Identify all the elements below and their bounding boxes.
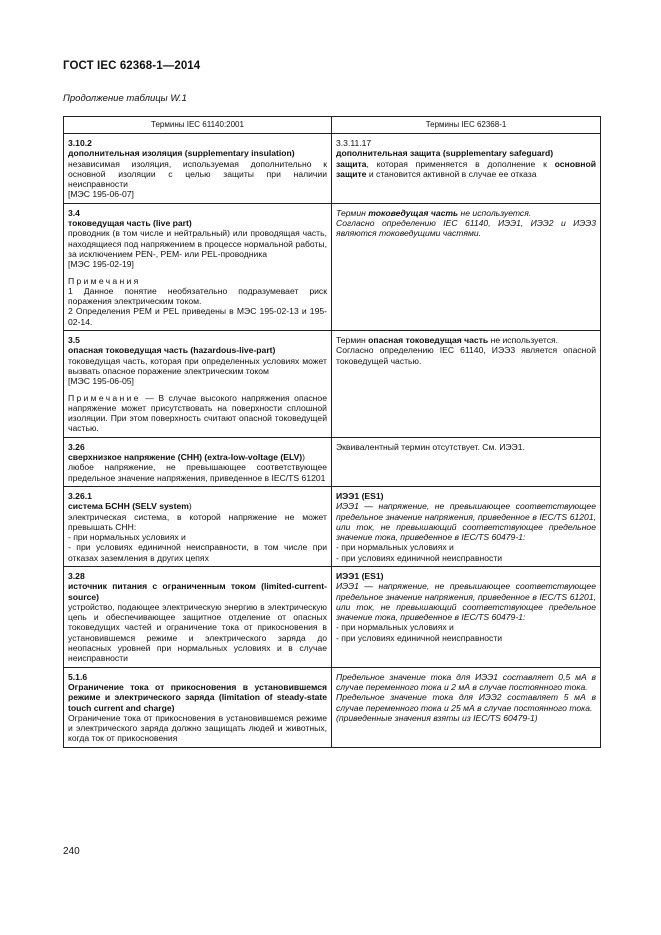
term-emphasis: основной защите [336,158,596,179]
term-definition: Предельное значение тока для ИЭЭ2 составляет 5 мА в случае переменного тока и 25 мА в случае постоянного тока. [336,692,596,713]
right-cell [332,486,601,566]
left-cell [64,566,332,667]
term-title: токоведущая часть (live part) [68,218,192,229]
term-source: (приведенные значения взяты из IEC/TS 60479-1) [336,712,538,723]
right-cell [332,667,601,747]
term-emphasis: опасная токоведущая часть [368,335,489,346]
left-cell [64,203,332,330]
right-cell [332,437,601,486]
term-text: , которая применяется в дополнение к [366,158,555,169]
list-item: - при нормальных условиях и [68,532,186,543]
term-definition [336,159,596,180]
term-definition: устройство, подающее электрическую энергию в электрическую цепь и обеспечивающее защитное отделение от опасных токоведущих частей и ограничение тока от прикосновения в установившемся режиме и электрического заряда до неопасных уровней при нормальных условиях и в случае неисправности [68,601,327,664]
term-definition: независимая изоляция, используемая дополнительно к основной изоляции с целью защиты при наличии неисправности [68,158,327,190]
list-item: - при условиях единичной неисправности [336,632,503,643]
note [68,393,327,434]
column-header-iec61140: Термины IEC 61140:2001 [64,117,332,134]
term-emphasis: сверхнизкое напряжение (СНН) (extra-low-voltage (ELV) [68,452,303,463]
term-definition: Предельное значение тока для ИЭЭ1 составляет 0,5 мА в случае переменного тока и 2 мА в случае постоянного тока. [336,671,596,692]
clause-number: 3.5 [68,335,80,346]
note-text: 2 Определения PEM и PEL приведены в МЭС 195-02-13 и 195-02-14. [68,306,327,327]
term-text: Термин [336,335,369,346]
list-item: - при нормальных условиях и [336,622,454,633]
note-text: — В случае высокого напряжения опасное напряжение может присутствовать на поверхности сплошной изоляции. При этом поверхность считают опасной токоведущей частью. [68,392,327,434]
left-cell [64,437,332,486]
note-heading: Примечания [68,275,141,286]
clause-number: 3.28 [68,570,85,581]
table-header-row [64,117,601,134]
right-cell [332,203,601,330]
clause-number: 3.26 [68,441,85,452]
term-definition: проводник (в том числе и нейтральный) или проводящая часть, находящиеся под напряжением в процессе нормальной работы, за исключением PEN-, PEM- или PEL-проводника [68,228,327,259]
right-cell [332,566,601,667]
term-status [336,208,596,218]
term-title: дополнительная изоляция (supplementary insulation) [68,148,295,159]
term-emphasis: защита [336,158,367,169]
term-title: опасная токоведущая часть (hazardous-live-part) [68,345,276,356]
term-definition: Согласно определению IEC 61140, ИЭЭ1, ИЭЭ2 и ИЭЭ3 являются токоведущими частями. [336,218,596,239]
table-row [64,203,601,330]
note-text: 1 Данное понятие необязательно подразумевает риск поражения электрическим током. [68,285,327,307]
term-text: и становится активной в случае ее отказа [366,168,537,179]
term-title: Ограничение тока от прикосновения в установившемся режиме и электрического заряда (limitation of steady-state touch current and charge) [68,681,327,713]
left-cell [64,667,332,747]
term-definition: Ограничение тока от прикосновения в установившемся режиме и электрического заряда должно защищать людей и животных, когда ток от прикосновения [68,712,327,744]
clause-number: 3.4 [68,207,80,218]
term-reference: [МЭС 195-06-05] [68,376,134,387]
list-item: - при условиях единичной неисправности, в том числе при отказах заземления в других цепях [68,542,327,563]
term-definition: токоведущая часть, которая при определенных условиях может вызвать опасное поражение электрическим током [68,355,327,376]
left-cell [64,486,332,566]
term-title: ИЭЭ1 (ES1) [336,570,384,581]
term-title: ИЭЭ1 (ES1) [336,490,384,501]
clause-number: 5.1.6 [68,671,88,682]
term-text: не используется. [488,335,559,346]
clause-number: 3.3.11.17 [336,138,372,148]
term-definition: любое напряжение, не превышающее соответствующее предельное значение напряжения, приведенное в IEC/TS 61201 [68,462,327,483]
clause-number: 3.26.1 [68,490,92,501]
list-item: - при условиях единичной неисправности [336,552,503,563]
page-number: 240 [63,846,80,857]
clause-number: 3.10.2 [68,138,92,148]
term-text: ) [188,501,192,512]
term-title: дополнительная защита (supplementary safeguard) [336,148,554,159]
table-row [64,486,601,566]
left-cell [64,134,332,204]
term-text: не используется. [458,207,532,218]
table-row [64,331,601,438]
right-cell [332,331,601,438]
right-cell [332,134,601,204]
left-cell [64,331,332,438]
term-definition: ИЭЭ1 — напряжение, не превышающее соответствующее предельное значение напряжения, приведенное в IEC/TS 61201, или ток, не превышающий соответствующее предельное значение тока, приведенное в IEC/TS 60479-1: [336,501,596,543]
note-heading: Примечание [68,392,141,403]
term-status: Эквивалентный термин отсутствует. См. ИЭЭ1. [336,441,525,452]
table-row [64,437,601,486]
term-text: ) [302,452,306,463]
term-reference: [МЭС 195-02-19] [68,259,134,270]
table-row [64,134,601,204]
term-definition: Согласно определению IEC 61140, ИЭЭ3 является опасной токоведущей частью. [336,345,596,366]
term-title: источник питания с ограниченным током (limited-current-source) [68,581,327,602]
terms-table [63,116,601,748]
term-definition: ИЭЭ1 — напряжение, не превышающее соответствующее предельное значение напряжения, приведенное в IEC/TS 61201, или ток, не превышающий соответствующее предельное значение тока, приведенное в IEC/TS 60479-1: [336,581,596,623]
term-reference: [МЭС 195-06-07] [68,189,134,200]
list-item: - при нормальных условиях и [336,542,454,553]
document-header: ГОСТ IEC 62368-1—2014 [63,60,201,72]
term-title [68,452,327,462]
term-text: Термин [336,207,369,218]
term-title [68,501,327,511]
column-header-iec62368: Термины IEC 62368-1 [332,117,601,134]
term-definition: электрическая система, в которой напряжение не может превышать СНН: [68,511,327,532]
term-emphasis: токоведущая часть [368,207,459,218]
term-status [336,335,596,345]
term-emphasis: система БСНН (SELV system [68,501,189,512]
table-row [64,566,601,667]
table-caption: Продолжение таблицы W.1 [63,93,187,104]
table-row [64,667,601,747]
